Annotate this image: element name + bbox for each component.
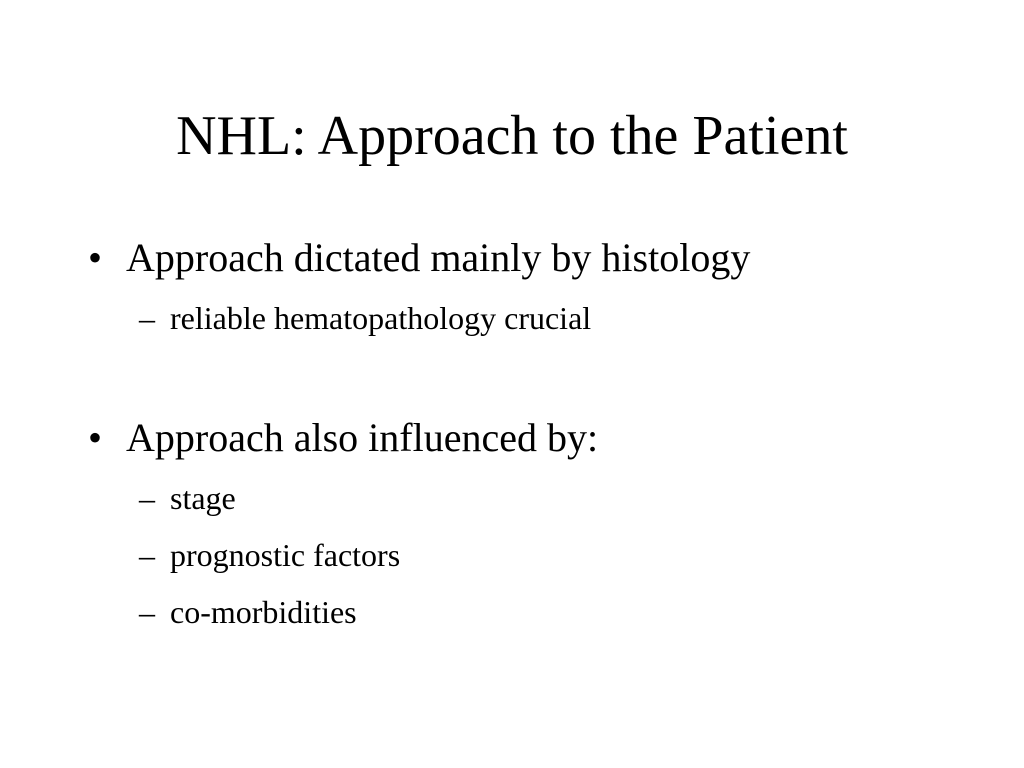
- dash-icon: –: [139, 300, 155, 336]
- bullet-item: [88, 413, 598, 463]
- bullet-icon: •: [88, 415, 103, 460]
- sub-bullet-text: co-morbidities: [170, 594, 357, 630]
- sub-bullet-text: prognostic factors: [170, 537, 401, 573]
- sub-bullet-text: stage: [170, 480, 236, 516]
- dash-icon: –: [139, 480, 155, 516]
- bullet-icon: •: [88, 235, 103, 280]
- sub-bullet-item: [139, 535, 400, 575]
- sub-bullet-text: reliable hematopathology crucial: [170, 300, 592, 336]
- sub-bullet-item: [139, 592, 357, 632]
- slide-title: NHL: Approach to the Patient: [176, 105, 848, 167]
- bullet-item: [88, 233, 750, 283]
- dash-icon: –: [139, 537, 155, 573]
- bullet-text: Approach also influenced by:: [126, 415, 599, 460]
- sub-bullet-item: [139, 298, 591, 338]
- dash-icon: –: [139, 594, 155, 630]
- bullet-text: Approach dictated mainly by histology: [126, 235, 751, 280]
- sub-bullet-item: [139, 478, 236, 518]
